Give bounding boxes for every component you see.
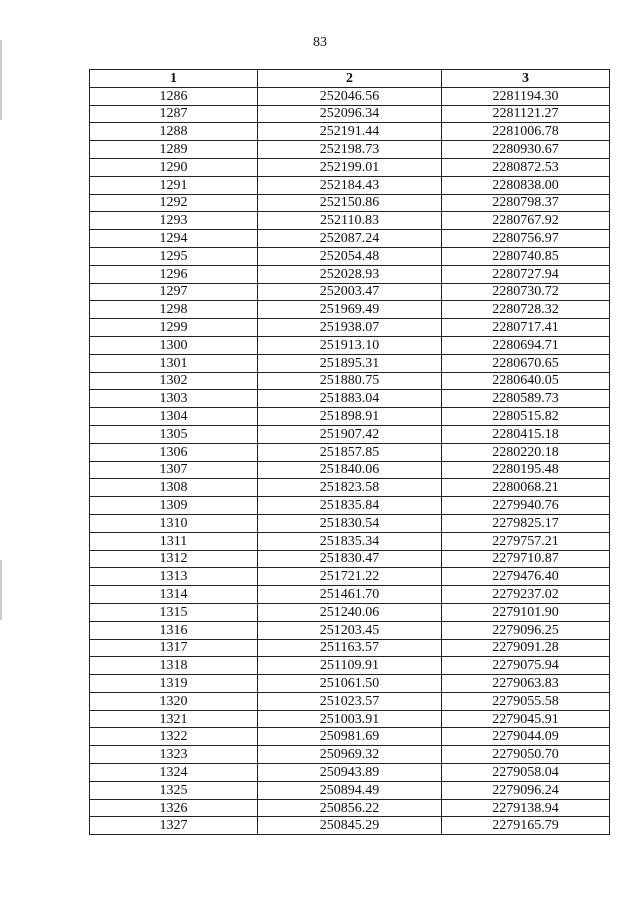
x-coordinate-cell: 251163.57: [258, 639, 442, 657]
point-number-cell: 1308: [90, 479, 258, 497]
point-number-cell: 1306: [90, 443, 258, 461]
page-number: 83: [313, 35, 327, 50]
table-row: [90, 781, 610, 799]
table-row: [90, 105, 610, 123]
table-row: [90, 746, 610, 764]
x-coordinate-cell: 250856.22: [258, 799, 442, 817]
table-row: [90, 141, 610, 159]
table-row: [90, 425, 610, 443]
table-row: [90, 657, 610, 675]
x-coordinate-cell: 252198.73: [258, 141, 442, 159]
point-number-cell: 1286: [90, 87, 258, 105]
y-coordinate-cell: 2280640.05: [442, 372, 610, 390]
table-row: [90, 479, 610, 497]
y-coordinate-cell: 2279096.25: [442, 621, 610, 639]
x-coordinate-cell: 252028.93: [258, 265, 442, 283]
table-row: [90, 87, 610, 105]
x-coordinate-cell: 251240.06: [258, 603, 442, 621]
column-header-3: 3: [442, 70, 610, 88]
y-coordinate-cell: 2279050.70: [442, 746, 610, 764]
table-row: [90, 799, 610, 817]
table-row: [90, 408, 610, 426]
point-number-cell: 1310: [90, 514, 258, 532]
y-coordinate-cell: 2279063.83: [442, 675, 610, 693]
x-coordinate-cell: 250845.29: [258, 817, 442, 835]
y-coordinate-cell: 2280838.00: [442, 176, 610, 194]
x-coordinate-cell: 251823.58: [258, 479, 442, 497]
point-number-cell: 1321: [90, 710, 258, 728]
point-number-cell: 1302: [90, 372, 258, 390]
table-row: [90, 176, 610, 194]
scan-edge-mark-bottom: [0, 560, 2, 620]
point-number-cell: 1288: [90, 123, 258, 141]
point-number-cell: 1322: [90, 728, 258, 746]
point-number-cell: 1319: [90, 675, 258, 693]
point-number-cell: 1298: [90, 301, 258, 319]
x-coordinate-cell: 251913.10: [258, 336, 442, 354]
x-coordinate-cell: 251003.91: [258, 710, 442, 728]
y-coordinate-cell: 2280727.94: [442, 265, 610, 283]
point-number-cell: 1296: [90, 265, 258, 283]
x-coordinate-cell: 252096.34: [258, 105, 442, 123]
x-coordinate-cell: 251880.75: [258, 372, 442, 390]
point-number-cell: 1305: [90, 425, 258, 443]
point-number-cell: 1327: [90, 817, 258, 835]
y-coordinate-cell: 2280740.85: [442, 247, 610, 265]
column-header-1: 1: [90, 70, 258, 88]
table-row: [90, 283, 610, 301]
x-coordinate-cell: 251835.34: [258, 532, 442, 550]
y-coordinate-cell: 2279075.94: [442, 657, 610, 675]
x-coordinate-cell: 252046.56: [258, 87, 442, 105]
y-coordinate-cell: 2280694.71: [442, 336, 610, 354]
table-row: [90, 532, 610, 550]
table-row: [90, 568, 610, 586]
y-coordinate-cell: 2280730.72: [442, 283, 610, 301]
y-coordinate-cell: 2279825.17: [442, 514, 610, 532]
table-row: [90, 123, 610, 141]
y-coordinate-cell: 2279055.58: [442, 692, 610, 710]
point-number-cell: 1301: [90, 354, 258, 372]
point-number-cell: 1315: [90, 603, 258, 621]
point-number-cell: 1290: [90, 158, 258, 176]
x-coordinate-cell: 250943.89: [258, 764, 442, 782]
table-row: [90, 336, 610, 354]
table-row: [90, 675, 610, 693]
y-coordinate-cell: 2281006.78: [442, 123, 610, 141]
x-coordinate-cell: 251898.91: [258, 408, 442, 426]
x-coordinate-cell: 252003.47: [258, 283, 442, 301]
table-row: [90, 621, 610, 639]
point-number-cell: 1293: [90, 212, 258, 230]
x-coordinate-cell: 250969.32: [258, 746, 442, 764]
x-coordinate-cell: 251857.85: [258, 443, 442, 461]
point-number-cell: 1313: [90, 568, 258, 586]
x-coordinate-cell: 251938.07: [258, 319, 442, 337]
y-coordinate-cell: 2280670.65: [442, 354, 610, 372]
table-row: [90, 158, 610, 176]
x-coordinate-cell: 252087.24: [258, 230, 442, 248]
y-coordinate-cell: 2280798.37: [442, 194, 610, 212]
point-number-cell: 1309: [90, 497, 258, 515]
table-row: [90, 212, 610, 230]
table-row: [90, 603, 610, 621]
table-row: [90, 728, 610, 746]
y-coordinate-cell: 2279045.91: [442, 710, 610, 728]
table-header-row: [90, 70, 610, 88]
point-number-cell: 1325: [90, 781, 258, 799]
y-coordinate-cell: 2279165.79: [442, 817, 610, 835]
table-row: [90, 514, 610, 532]
point-number-cell: 1287: [90, 105, 258, 123]
y-coordinate-cell: 2280220.18: [442, 443, 610, 461]
table-row: [90, 461, 610, 479]
x-coordinate-cell: 251907.42: [258, 425, 442, 443]
y-coordinate-cell: 2280068.21: [442, 479, 610, 497]
x-coordinate-cell: 251840.06: [258, 461, 442, 479]
x-coordinate-cell: 250894.49: [258, 781, 442, 799]
table-row: [90, 550, 610, 568]
y-coordinate-cell: 2279138.94: [442, 799, 610, 817]
table-row: [90, 247, 610, 265]
x-coordinate-cell: 251721.22: [258, 568, 442, 586]
y-coordinate-cell: 2280589.73: [442, 390, 610, 408]
y-coordinate-cell: 2280728.32: [442, 301, 610, 319]
x-coordinate-cell: 251109.91: [258, 657, 442, 675]
point-number-cell: 1312: [90, 550, 258, 568]
point-number-cell: 1307: [90, 461, 258, 479]
y-coordinate-cell: 2279237.02: [442, 586, 610, 604]
y-coordinate-cell: 2281194.30: [442, 87, 610, 105]
y-coordinate-cell: 2280767.92: [442, 212, 610, 230]
x-coordinate-cell: 250981.69: [258, 728, 442, 746]
y-coordinate-cell: 2279757.21: [442, 532, 610, 550]
point-number-cell: 1299: [90, 319, 258, 337]
table-row: [90, 710, 610, 728]
x-coordinate-cell: 252150.86: [258, 194, 442, 212]
point-number-cell: 1326: [90, 799, 258, 817]
table-row: [90, 639, 610, 657]
column-header-2: 2: [258, 70, 442, 88]
point-number-cell: 1292: [90, 194, 258, 212]
point-number-cell: 1295: [90, 247, 258, 265]
table-row: [90, 586, 610, 604]
point-number-cell: 1316: [90, 621, 258, 639]
x-coordinate-cell: 251830.47: [258, 550, 442, 568]
table-row: [90, 354, 610, 372]
point-number-cell: 1324: [90, 764, 258, 782]
point-number-cell: 1300: [90, 336, 258, 354]
table-row: [90, 301, 610, 319]
y-coordinate-cell: 2279096.24: [442, 781, 610, 799]
x-coordinate-cell: 251883.04: [258, 390, 442, 408]
table-row: [90, 230, 610, 248]
table-row: [90, 817, 610, 835]
point-number-cell: 1317: [90, 639, 258, 657]
x-coordinate-cell: 251023.57: [258, 692, 442, 710]
table-row: [90, 443, 610, 461]
y-coordinate-cell: 2280515.82: [442, 408, 610, 426]
x-coordinate-cell: 251061.50: [258, 675, 442, 693]
x-coordinate-cell: 251830.54: [258, 514, 442, 532]
x-coordinate-cell: 252199.01: [258, 158, 442, 176]
table-row: [90, 265, 610, 283]
point-number-cell: 1303: [90, 390, 258, 408]
table-row: [90, 372, 610, 390]
x-coordinate-cell: 252191.44: [258, 123, 442, 141]
x-coordinate-cell: 251969.49: [258, 301, 442, 319]
table-row: [90, 692, 610, 710]
x-coordinate-cell: 251203.45: [258, 621, 442, 639]
x-coordinate-cell: 252184.43: [258, 176, 442, 194]
y-coordinate-cell: 2279940.76: [442, 497, 610, 515]
scan-edge-mark-top: [0, 40, 2, 120]
y-coordinate-cell: 2279091.28: [442, 639, 610, 657]
x-coordinate-cell: 251835.84: [258, 497, 442, 515]
y-coordinate-cell: 2279476.40: [442, 568, 610, 586]
y-coordinate-cell: 2279058.04: [442, 764, 610, 782]
point-number-cell: 1323: [90, 746, 258, 764]
table-row: [90, 319, 610, 337]
table-row: [90, 194, 610, 212]
y-coordinate-cell: 2279710.87: [442, 550, 610, 568]
point-number-cell: 1294: [90, 230, 258, 248]
x-coordinate-cell: 251895.31: [258, 354, 442, 372]
y-coordinate-cell: 2280717.41: [442, 319, 610, 337]
y-coordinate-cell: 2280756.97: [442, 230, 610, 248]
y-coordinate-cell: 2280195.48: [442, 461, 610, 479]
point-number-cell: 1297: [90, 283, 258, 301]
point-number-cell: 1318: [90, 657, 258, 675]
y-coordinate-cell: 2280872.53: [442, 158, 610, 176]
point-number-cell: 1320: [90, 692, 258, 710]
y-coordinate-cell: 2279101.90: [442, 603, 610, 621]
table-row: [90, 390, 610, 408]
y-coordinate-cell: 2280415.18: [442, 425, 610, 443]
x-coordinate-cell: 252110.83: [258, 212, 442, 230]
coordinates-table: [89, 69, 610, 835]
point-number-cell: 1304: [90, 408, 258, 426]
y-coordinate-cell: 2280930.67: [442, 141, 610, 159]
y-coordinate-cell: 2279044.09: [442, 728, 610, 746]
table-row: [90, 764, 610, 782]
y-coordinate-cell: 2281121.27: [442, 105, 610, 123]
point-number-cell: 1291: [90, 176, 258, 194]
point-number-cell: 1314: [90, 586, 258, 604]
table-row: [90, 497, 610, 515]
point-number-cell: 1311: [90, 532, 258, 550]
x-coordinate-cell: 252054.48: [258, 247, 442, 265]
x-coordinate-cell: 251461.70: [258, 586, 442, 604]
point-number-cell: 1289: [90, 141, 258, 159]
table-body: [90, 87, 610, 834]
